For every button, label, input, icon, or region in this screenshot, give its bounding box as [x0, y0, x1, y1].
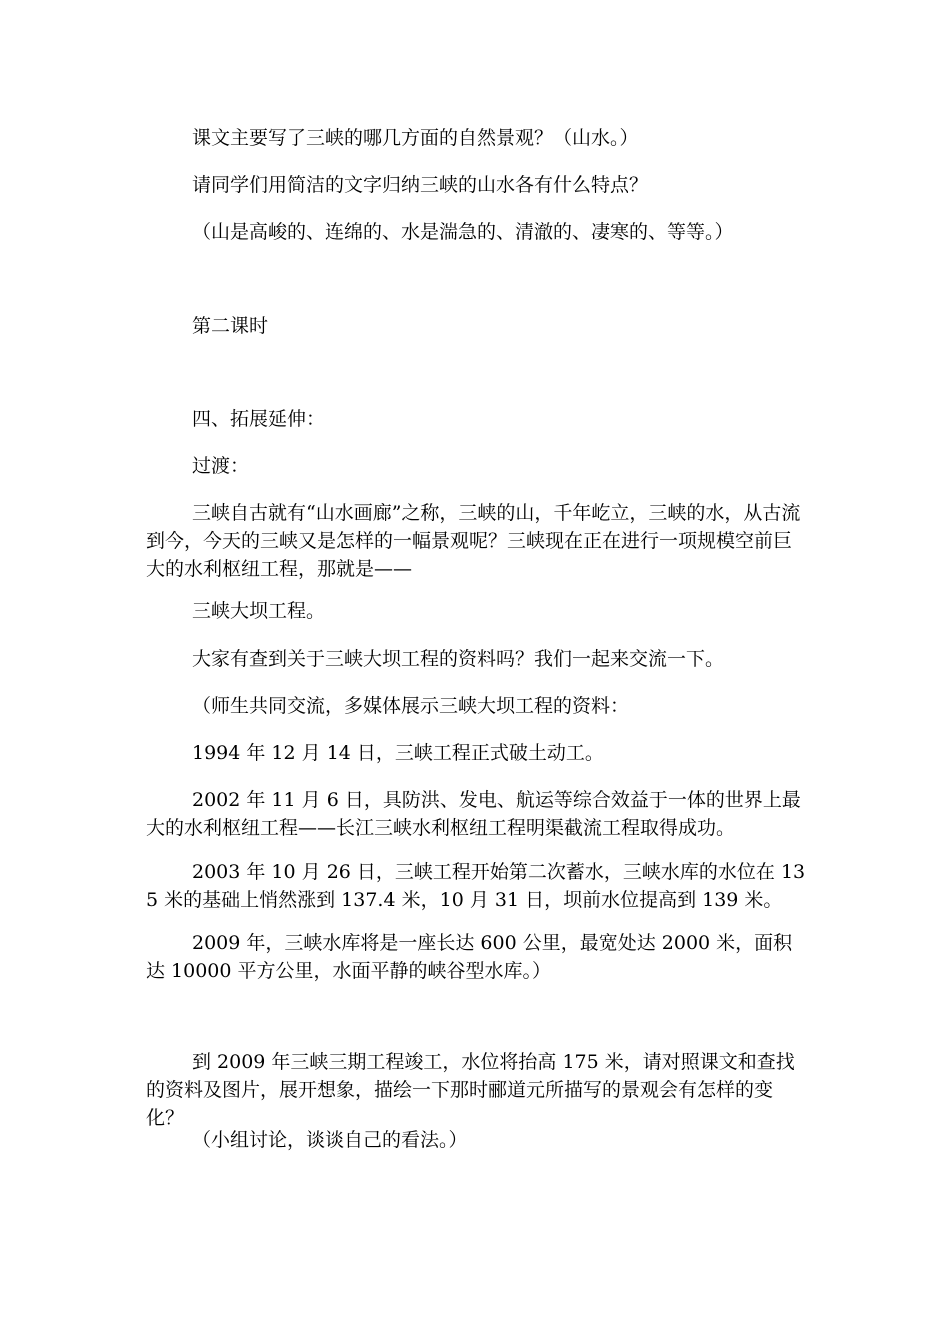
paragraph-transition-text: 三峡自古就有“山水画廊”之称，三峡的山，千年屹立，三峡的水，从古流到今，今天的三峡又是怎样的一幅景观呢？三峡现在正在进行一项规模空前巨大的水利枢纽工程，那就是——: [146, 502, 801, 580]
paragraph-fact-2009: 2009 年，三峡水库将是一座长达 600 公里，最宽处达 2000 米，面积达 10000 平方公里，水面平静的峡谷型水库。）: [146, 932, 793, 982]
paragraph-question-features: 请同学们用简洁的文字归纳三峡的山水各有什么特点？: [192, 174, 649, 196]
paragraph-question-landscape: 课文主要写了三峡的哪几方面的自然景观？（山水。）: [192, 127, 639, 149]
paragraph-dam-project: 三峡大坝工程。: [192, 600, 326, 622]
paragraph-fact-2002: 2002 年 11 月 6 日，具防洪、发电、航运等综合效益于一体的世界上最大的水利枢纽工程——长江三峡水利枢纽工程明渠截流工程取得成功。: [146, 789, 801, 839]
paragraph-group-discussion: （小组讨论，谈谈自己的看法。）: [192, 1129, 468, 1151]
paragraph-answer-features: （山是高峻的、连绵的、水是湍急的、清澈的、凄寒的、等等。）: [192, 221, 734, 243]
paragraph-fact-1994: 1994 年 12 月 14 日，三峡工程正式破土动工。: [192, 742, 604, 764]
section-heading-second-lesson: 第二课时: [192, 315, 269, 337]
paragraph-transition-label: 过渡：: [192, 455, 250, 477]
paragraph-share-intro: （师生共同交流，多媒体展示三峡大坝工程的资料：: [192, 695, 630, 717]
paragraph-fact-2003: 2003 年 10 月 26 日，三峡工程开始第二次蓄水，三峡水库的水位在 135 米的基础上悄然涨到 137.4 米，10 月 31 日，坝前水位提高到 139 米。: [146, 861, 806, 911]
section-heading-extension: 四、拓展延伸：: [192, 408, 326, 430]
paragraph-share-question: 大家有查到关于三峡大坝工程的资料吗？我们一起来交流一下。: [192, 648, 725, 670]
paragraph-imagine-question: 到 2009 年三峡三期工程竣工，水位将抬高 175 米，请对照课文和查找的资料及图片，展开想象，描绘一下那时郦道元所描写的景观会有怎样的变化？: [146, 1051, 795, 1129]
